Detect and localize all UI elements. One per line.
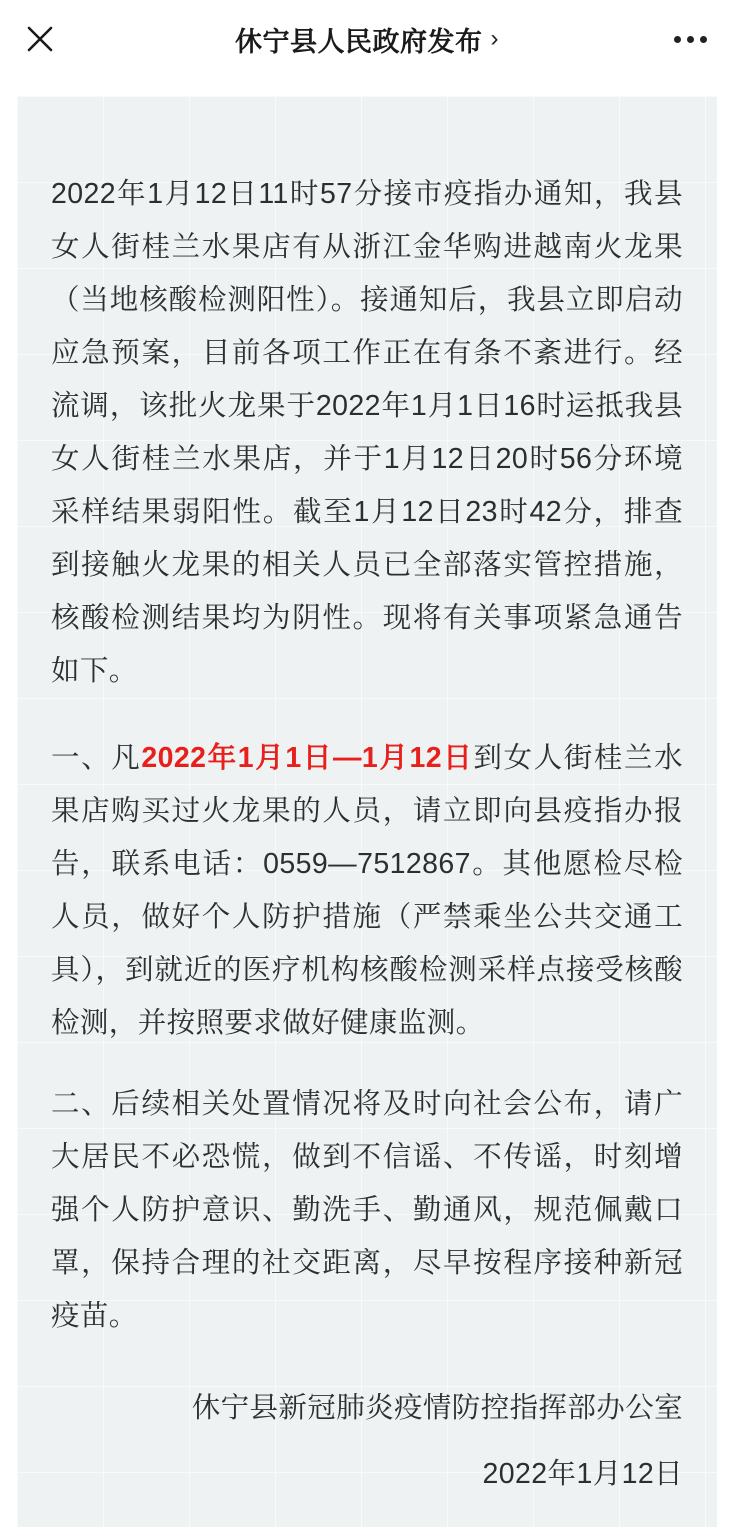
notice-card bbox=[17, 96, 717, 1527]
notice-paragraph-2-suffix: 到女人街桂兰水果店购买过火龙果的人员，请立即向县疫指办报告，联系电话：0559—7512867。其他愿检尽检人员，做好个人防护措施（严禁乘坐公共交通工具），到就近的医疗机构核酸检测采样点接受核酸检测，并按照要求做好健康监测。 bbox=[51, 742, 683, 1039]
notice-paragraph-2-prefix: 一、凡 bbox=[51, 742, 142, 774]
page-title-text: 休宁县人民政府发布 bbox=[235, 26, 483, 57]
notice-signature: 休宁县新冠肺炎疫情防控指挥部办公室 bbox=[191, 1392, 683, 1424]
notice-paragraph-3: 二、后续相关处置情况将及时向社会公布，请广大居民不必恐慌，做到不信谣、不传谣，时刻增强个人防护意识、勤洗手、勤通风，规范佩戴口罩，保持合理的社交距离，尽早按程序接种新冠疫苗。 bbox=[51, 1088, 683, 1332]
more-dot bbox=[674, 36, 681, 43]
more-dot bbox=[687, 36, 694, 43]
notice-date: 2022年1月12日 bbox=[482, 1458, 683, 1490]
chevron-right-icon: › bbox=[490, 25, 499, 52]
more-dot bbox=[700, 36, 707, 43]
notice-paragraph-2 bbox=[51, 732, 683, 1050]
article-container bbox=[0, 78, 734, 1527]
close-icon[interactable] bbox=[18, 17, 62, 61]
page-title[interactable] bbox=[235, 20, 499, 59]
notice-paragraph-1: 2022年1月12日11时57分接市疫指办通知，我县女人街桂兰水果店有从浙江金华购进越南火龙果（当地核酸检测阳性）。接通知后，我县立即启动应急预案，目前各项工作正在有条不紊进行。经流调，该批火龙果于2022年1月1日16时运抵我县女人街桂兰水果店，并于1月12日20时56分环境采样结果弱阳性。截至1月12日23时42分，排查到接触火龙果的相关人员已全部落实管控措施，核酸检测结果均为阴性。现将有关事项紧急通告如下。 bbox=[51, 178, 683, 687]
more-options-icon[interactable] bbox=[666, 19, 714, 59]
page-header bbox=[0, 0, 734, 78]
notice-date-range-highlight: 2022年1月1日—1月12日 bbox=[141, 742, 474, 774]
